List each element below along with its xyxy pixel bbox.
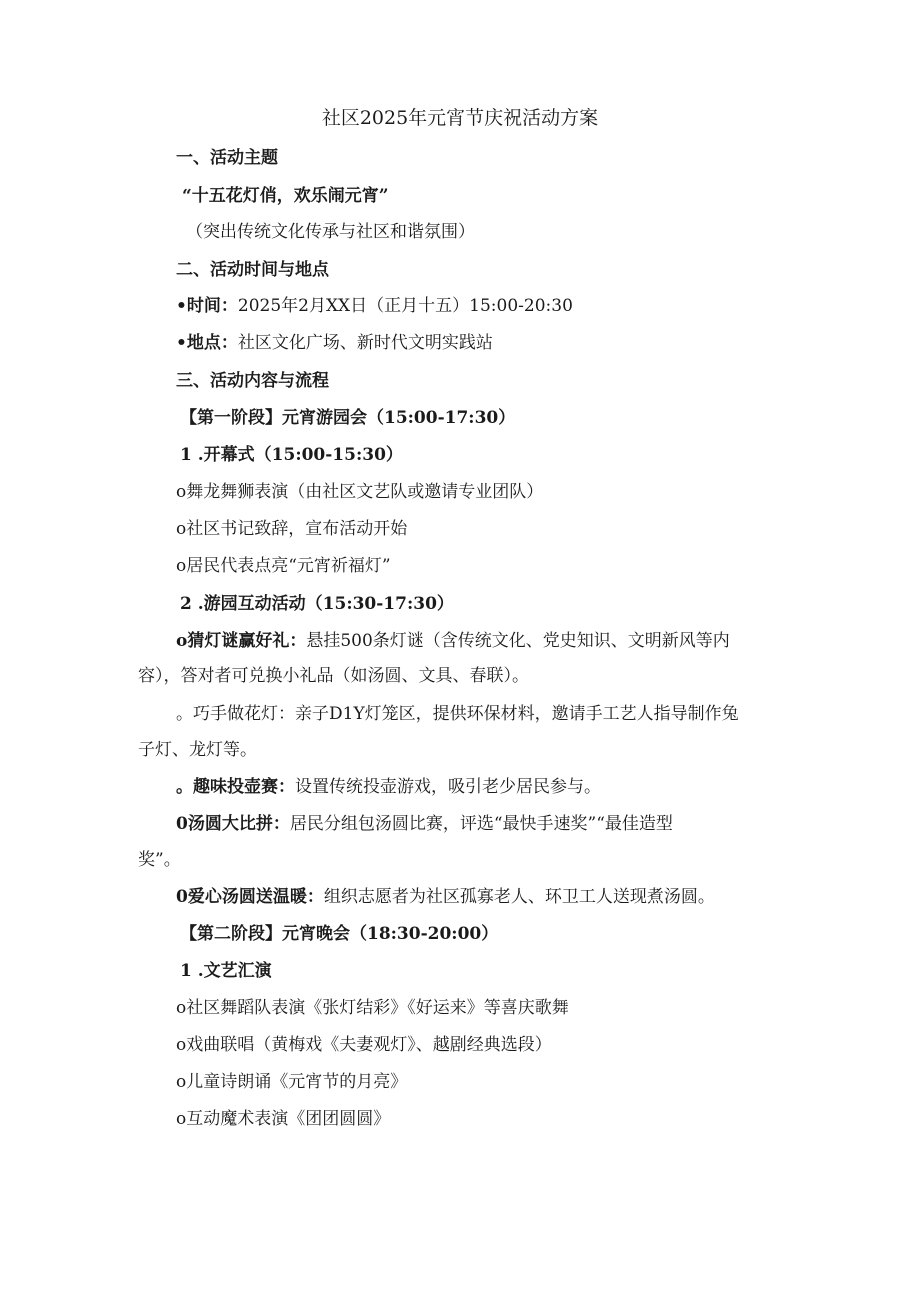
section3-heading: 三、活动内容与流程: [176, 371, 329, 391]
stage1-part2-heading: 2 .游园互动活动（15:30-17:30）: [180, 594, 454, 614]
stage2-heading: 【第二阶段】元宵晚会（18:30-20:00）: [180, 924, 499, 944]
time-label: •时间：: [176, 296, 238, 316]
touhu-text: 设置传统投壶游戏，吸引老少居民参与。: [295, 777, 601, 797]
section2-heading: 二、活动时间与地点: [176, 260, 329, 280]
touhu-label: 。趣味投壶赛：: [176, 777, 295, 797]
lantern-text-1: 。巧手做花灯：亲子D1Y灯笼区，提供环保材料，邀请手工艺人指导制作兔: [176, 704, 739, 724]
stage2-part1-heading: 1 .文艺汇演: [180, 961, 272, 981]
tangyuan-text-1: 居民分组包汤圆比赛，评选“最快手速奖”“最佳造型: [289, 814, 673, 834]
tangyuan-label: 0汤圆大比拼：: [176, 814, 290, 834]
place-row: [176, 331, 493, 355]
love-text: 组织志愿者为社区孤寡老人、环卫工人送现煮汤圆。: [323, 887, 715, 907]
tangyuan-text-2: 奖”。: [138, 850, 181, 870]
time-value: 2025年2月XX日（正月十五）15:00-20:30: [237, 296, 573, 316]
touhu-paragraph: [176, 775, 601, 799]
list-item: o社区舞蹈队表演《张灯结彩》《好运来》等喜庆歌舞: [176, 998, 569, 1018]
theme-slogan: “十五花灯俏，欢乐闹元宵”: [182, 186, 389, 206]
love-label: 0爱心汤圆送温暖：: [176, 887, 324, 907]
lantern-text-2: 子灯、龙灯等。: [138, 740, 257, 760]
riddle-text-2: 容），答对者可兑换小礼品（如汤圆、文具、春联）。: [138, 666, 529, 686]
list-item: o戏曲联唱（黄梅戏《夫妻观灯》、越剧经典选段）: [176, 1035, 552, 1055]
riddle-paragraph-line1: [176, 629, 730, 653]
stage1-heading: 【第一阶段】元宵游园会（15:00-17:30）: [180, 408, 516, 428]
section1-heading: 一、活动主题: [176, 148, 278, 168]
riddle-text-1: 悬挂500条灯谜（含传统文化、党史知识、文明新风等内: [306, 631, 730, 651]
document-title: 社区2025年元宵节庆祝活动方案: [321, 107, 599, 129]
stage1-part1-heading: 1 .开幕式（15:00-15:30）: [180, 445, 403, 465]
list-item: o居民代表点亮“元宵祈福灯”: [176, 556, 391, 576]
list-item: o互动魔术表演《团团圆圆》: [176, 1109, 391, 1129]
list-item: o社区书记致辞，宣布活动开始: [176, 519, 408, 539]
place-label: •地点：: [176, 333, 238, 353]
love-paragraph: [176, 885, 715, 909]
time-row: [176, 294, 573, 318]
place-value: 社区文化广场、新时代文明实践站: [237, 333, 493, 353]
tangyuan-paragraph-line1: [176, 812, 673, 836]
list-item: o儿童诗朗诵《元宵节的月亮》: [176, 1072, 408, 1092]
riddle-label: o猜灯谜赢好礼：: [176, 631, 307, 651]
list-item: o舞龙舞狮表演（由社区文艺队或邀请专业团队）: [176, 482, 544, 502]
theme-note: （突出传统文化传承与社区和谐氛围）: [186, 222, 475, 242]
